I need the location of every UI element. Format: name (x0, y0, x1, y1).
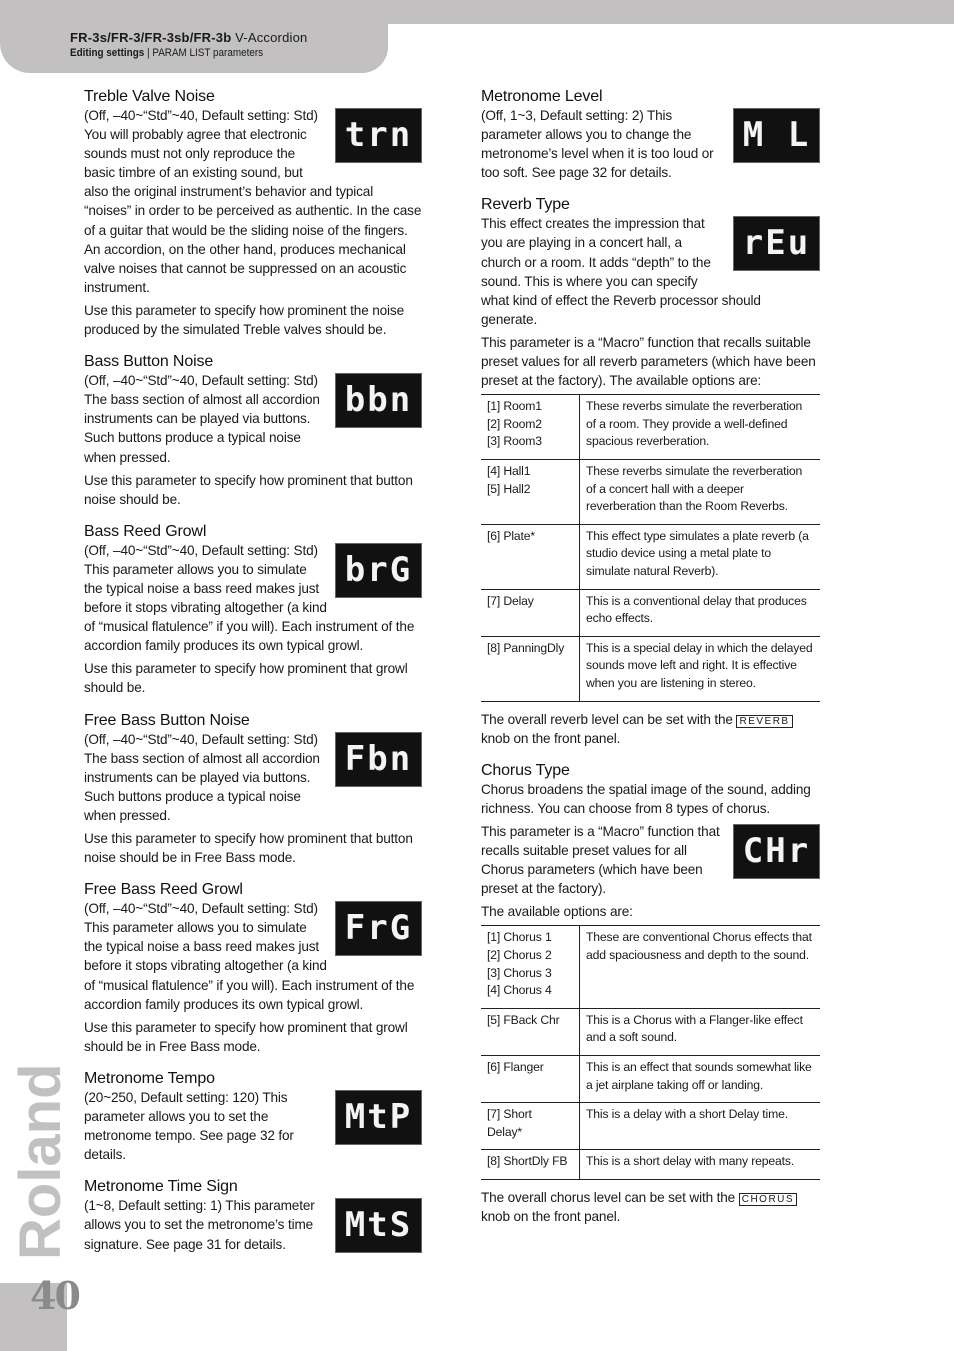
option-name: [7] Short Delay* (481, 1103, 580, 1150)
lcd-display: rEu (733, 216, 820, 271)
option-name: [1] Chorus 1 [2] Chorus 2 [3] Chorus 3 [4] Chorus 4 (481, 926, 580, 1008)
section-title: Bass Reed Growl (84, 522, 207, 540)
option-name: [8] PanningDly (481, 636, 580, 701)
section-metronome-level (481, 88, 820, 182)
paragraph: (1~8, Default setting: 1) This parameter allows you to set the metronome’s time signature. See page 31 for details. (84, 1198, 315, 1252)
paragraph: (20~250, Default setting: 120) This parameter allows you to set the metronome tempo. See page 32 for details. (84, 1089, 294, 1163)
table-row (481, 1008, 820, 1055)
option-description: This is a delay with a short Delay time. (580, 1103, 821, 1150)
table-row (481, 636, 820, 701)
paragraph: The overall reverb level can be set with the REVERB knob on the front panel. (481, 710, 820, 748)
lcd-display: FrG (335, 901, 422, 956)
paragraph: (Off, –40~“Std”~40, Default setting: Std) This parameter allows you to simulate the typical noise a bass reed makes just before it stops vibrating altogether (a kind of “musical flatulence” if you will). Each instrument of the accordion family produces its own typical growl. (84, 542, 415, 654)
left-column (84, 88, 422, 1268)
paragraph: (Off, –40~“Std”~40, Default setting: Std) This parameter allows you to simulate the typical noise a bass reed makes just before it stops vibrating altogether (a kind of “musical flatulence” if you will). Each instrument of the accordion family produces its own typical growl. (84, 901, 415, 1012)
paragraph: Chorus broadens the spatial image of the sound, adding richness. You can choose from 8 types of chorus. (481, 781, 811, 816)
section-free-bass-button-noise (84, 712, 422, 868)
table-row (481, 1055, 820, 1102)
paragraph: (Off, –40~“Std”~40, Default setting: Std) The bass section of almost all accordion instruments can be played via buttons. Such buttons produce a typical noise when pressed. (84, 731, 320, 823)
section-title: Reverb Type (481, 196, 570, 214)
lcd-display: trn (335, 108, 422, 163)
option-description: This is a short delay with many repeats. (580, 1150, 821, 1180)
section-title: Chorus Type (481, 761, 570, 779)
paragraph: (Off, 1~3, Default setting: 2) This parameter allows you to change the metronome’s level when it is too loud or too soft. See page 32 for details. (481, 108, 714, 181)
table-row (481, 395, 820, 460)
product-title: FR-3s/FR-3/FR-3sb/FR-3b V-Accordion (70, 30, 308, 45)
section-title: Free Bass Button Noise (84, 711, 250, 729)
lcd-display: bbn (335, 373, 422, 428)
lcd-display: CHr (733, 824, 820, 879)
roland-logo (8, 1060, 73, 1260)
chorus-options-table (481, 925, 820, 1180)
section-title: Metronome Level (481, 88, 603, 105)
section-title: Free Bass Reed Growl (84, 881, 243, 899)
svg-text:Roland: Roland (8, 1063, 73, 1260)
option-name: [5] FBack Chr (481, 1008, 580, 1055)
option-name: [6] Plate* (481, 524, 580, 589)
page-number: 40 (30, 1273, 79, 1318)
paragraph: Use this parameter to specify how prominent that button noise should be in Free Bass mode. (84, 831, 413, 866)
option-name: [7] Delay (481, 589, 580, 636)
table-row (481, 1103, 820, 1150)
lcd-display: MtP (335, 1090, 422, 1145)
section-title: Treble Valve Noise (84, 88, 215, 105)
paragraph: (Off, –40~“Std”~40, Default setting: Std) The bass section of almost all accordion instruments can be played via buttons. Such buttons produce a typical noise when pressed. (84, 373, 320, 465)
option-description: This is an effect that sounds somewhat like a jet airplane taking off or landing. (580, 1055, 821, 1102)
section-bass-button-noise (84, 353, 422, 509)
right-column (481, 88, 820, 1240)
option-description: This is a special delay in which the delayed sounds move left and right. It is effective when you are listening in stereo. (580, 636, 821, 701)
reverb-knob-label: REVERB (736, 715, 792, 728)
paragraph: (Off, –40~“Std”~40, Default setting: Std) You will probably agree that electronic sounds must not only reproduce the basic timbre of an existing sound, but also the original instrument’s behavior and typical “noises” in order to be perceived as authentic. In the case of a guitar that would be the sliding noise of the fingers. An accordion, on the other hand, produces mechanical valve noises that cannot be suppressed on an acoustic instrument. (84, 108, 422, 295)
paragraph: The overall chorus level can be set with the CHORUS knob on the front panel. (481, 1188, 820, 1226)
section-metronome-time-sign (84, 1178, 422, 1253)
section-title: Metronome Tempo (84, 1069, 215, 1087)
paragraph: Use this parameter to specify how prominent that button noise should be. (84, 472, 413, 507)
paragraph: This effect creates the impression that you are playing in a concert hall, a church or a room. It adds “depth” to the sound. This is where you can specify what kind of effect the Reverb processor should generate. (481, 216, 761, 327)
section-metronome-tempo (84, 1070, 422, 1164)
option-description: These are conventional Chorus effects that add spaciousness and depth to the sound. (580, 926, 821, 1008)
option-description: This effect type simulates a plate reverb (a studio device using a metal plate to simulate natural Reverb). (580, 524, 821, 589)
section-free-bass-reed-growl (84, 881, 422, 1056)
option-description: This is a conventional delay that produces echo effects. (580, 589, 821, 636)
lcd-display: M L (733, 108, 820, 163)
table-row (481, 926, 820, 1008)
table-row (481, 1150, 820, 1180)
table-row (481, 460, 820, 525)
paragraph: Use this parameter to specify how prominent that growl should be in Free Bass mode. (84, 1019, 408, 1054)
reverb-options-table (481, 394, 820, 701)
option-name: [4] Hall1 [5] Hall2 (481, 460, 580, 525)
lcd-display: Fbn (335, 732, 422, 787)
paragraph: This parameter is a “Macro” function that recalls suitable preset values for all reverb parameters (which have been preset at the factory). The available options are: (481, 334, 816, 389)
table-row (481, 524, 820, 589)
option-name: [8] ShortDly FB (481, 1150, 580, 1180)
lcd-display: brG (335, 543, 422, 598)
section-reverb-type (481, 196, 820, 747)
section-title: Metronome Time Sign (84, 1178, 238, 1196)
chorus-knob-label: CHORUS (739, 1193, 797, 1206)
section-treble-valve-noise (84, 88, 422, 339)
breadcrumb: Editing settings | PARAM LIST parameters (70, 47, 264, 59)
option-name: [1] Room1 [2] Room2 [3] Room3 (481, 395, 580, 460)
paragraph: Use this parameter to specify how prominent that growl should be. (84, 661, 408, 696)
section-title: Bass Button Noise (84, 353, 214, 371)
paragraph: This parameter is a “Macro” function that recalls suitable preset values for all Chorus parameters (which have been preset at the factory). (481, 823, 720, 897)
table-row (481, 589, 820, 636)
option-name: [6] Flanger (481, 1055, 580, 1102)
option-description: These reverbs simulate the reverberation of a room. They provide a well-defined spacious reverberation. (580, 395, 821, 460)
section-chorus-type (481, 762, 820, 1226)
lcd-display: MtS (335, 1198, 422, 1253)
option-description: This is a Chorus with a Flanger-like effect and a soft sound. (580, 1008, 821, 1055)
paragraph: Use this parameter to specify how prominent the noise produced by the simulated Treble valves should be. (84, 302, 404, 338)
paragraph: The available options are: (481, 904, 633, 920)
option-description: These reverbs simulate the reverberation of a concert hall with a deeper reverberation than the Room Reverbs. (580, 460, 821, 525)
section-bass-reed-growl (84, 523, 422, 698)
